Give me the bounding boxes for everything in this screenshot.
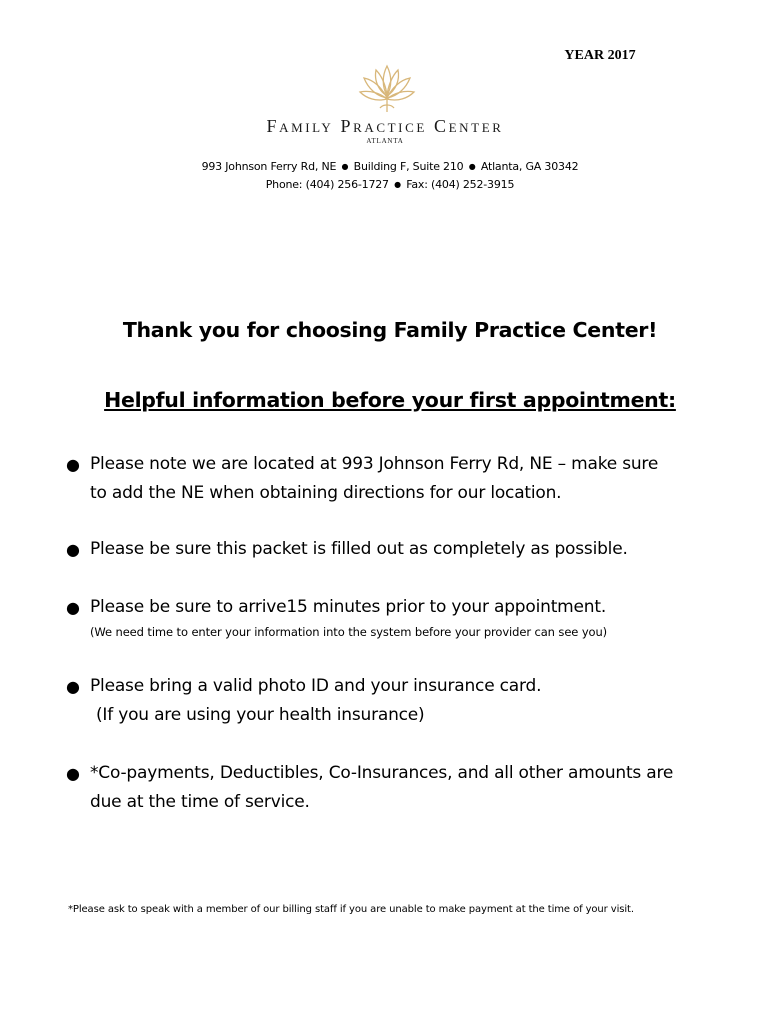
bullet-text — [90, 450, 750, 508]
city-state-zip: Atlanta, GA 30342 — [480, 160, 579, 173]
bullet-text — [90, 535, 750, 564]
billing-footnote: *Please ask to speak with a member of our billing staff if you are unable to make payment at the time of your visit. — [68, 904, 634, 915]
phone-number: Phone: (404) 256-1727 — [265, 178, 389, 191]
bullet-icon: ● — [66, 677, 80, 696]
bullet-line: Please bring a valid photo ID and your insurance card. — [90, 676, 542, 696]
contact-line — [0, 178, 770, 191]
bullet-icon: ● — [66, 764, 80, 783]
bullet-line: Please note we are located at 993 Johnson Ferry Rd, NE – make sure — [90, 454, 659, 474]
helpful-info-heading: Helpful information before your first appointment: — [104, 388, 676, 412]
lotus-icon — [356, 62, 418, 114]
separator-dot: ● — [468, 162, 476, 171]
bullet-icon: ● — [66, 598, 80, 617]
bullet-text — [90, 593, 750, 642]
separator-dot: ● — [341, 162, 349, 171]
bullet-note: (We need time to enter your information into the system before your provider can see you) — [90, 625, 608, 639]
bullet-line: due at the time of service. — [90, 792, 310, 812]
fax-number: Fax: (404) 252-3915 — [406, 178, 515, 191]
street-address: 993 Johnson Ferry Rd, NE — [201, 160, 337, 173]
bullet-line: Please be sure to arrive15 minutes prior to your appointment. — [90, 597, 607, 617]
org-name: Family Practice Center — [266, 116, 504, 136]
bullet-text — [90, 672, 750, 730]
org-city: ATLANTA — [366, 137, 404, 145]
bullet-line: (If you are using your health insurance) — [96, 705, 425, 725]
bullet-text — [90, 759, 750, 817]
bullet-icon: ● — [66, 540, 80, 559]
address-line — [0, 160, 770, 173]
bullet-line: *Co-payments, Deductibles, Co-Insurances, and all other amounts are — [90, 763, 674, 783]
bullet-icon: ● — [66, 455, 80, 474]
thank-you-heading: Thank you for choosing Family Practice Center! — [122, 318, 658, 342]
separator-dot: ● — [394, 180, 401, 189]
building-suite: Building F, Suite 210 — [353, 160, 464, 173]
year-label: YEAR 2017 — [564, 48, 636, 63]
bullet-line: Please be sure this packet is filled out as completely as possible. — [90, 539, 628, 559]
bullet-line: to add the NE when obtaining directions for our location. — [90, 483, 562, 503]
